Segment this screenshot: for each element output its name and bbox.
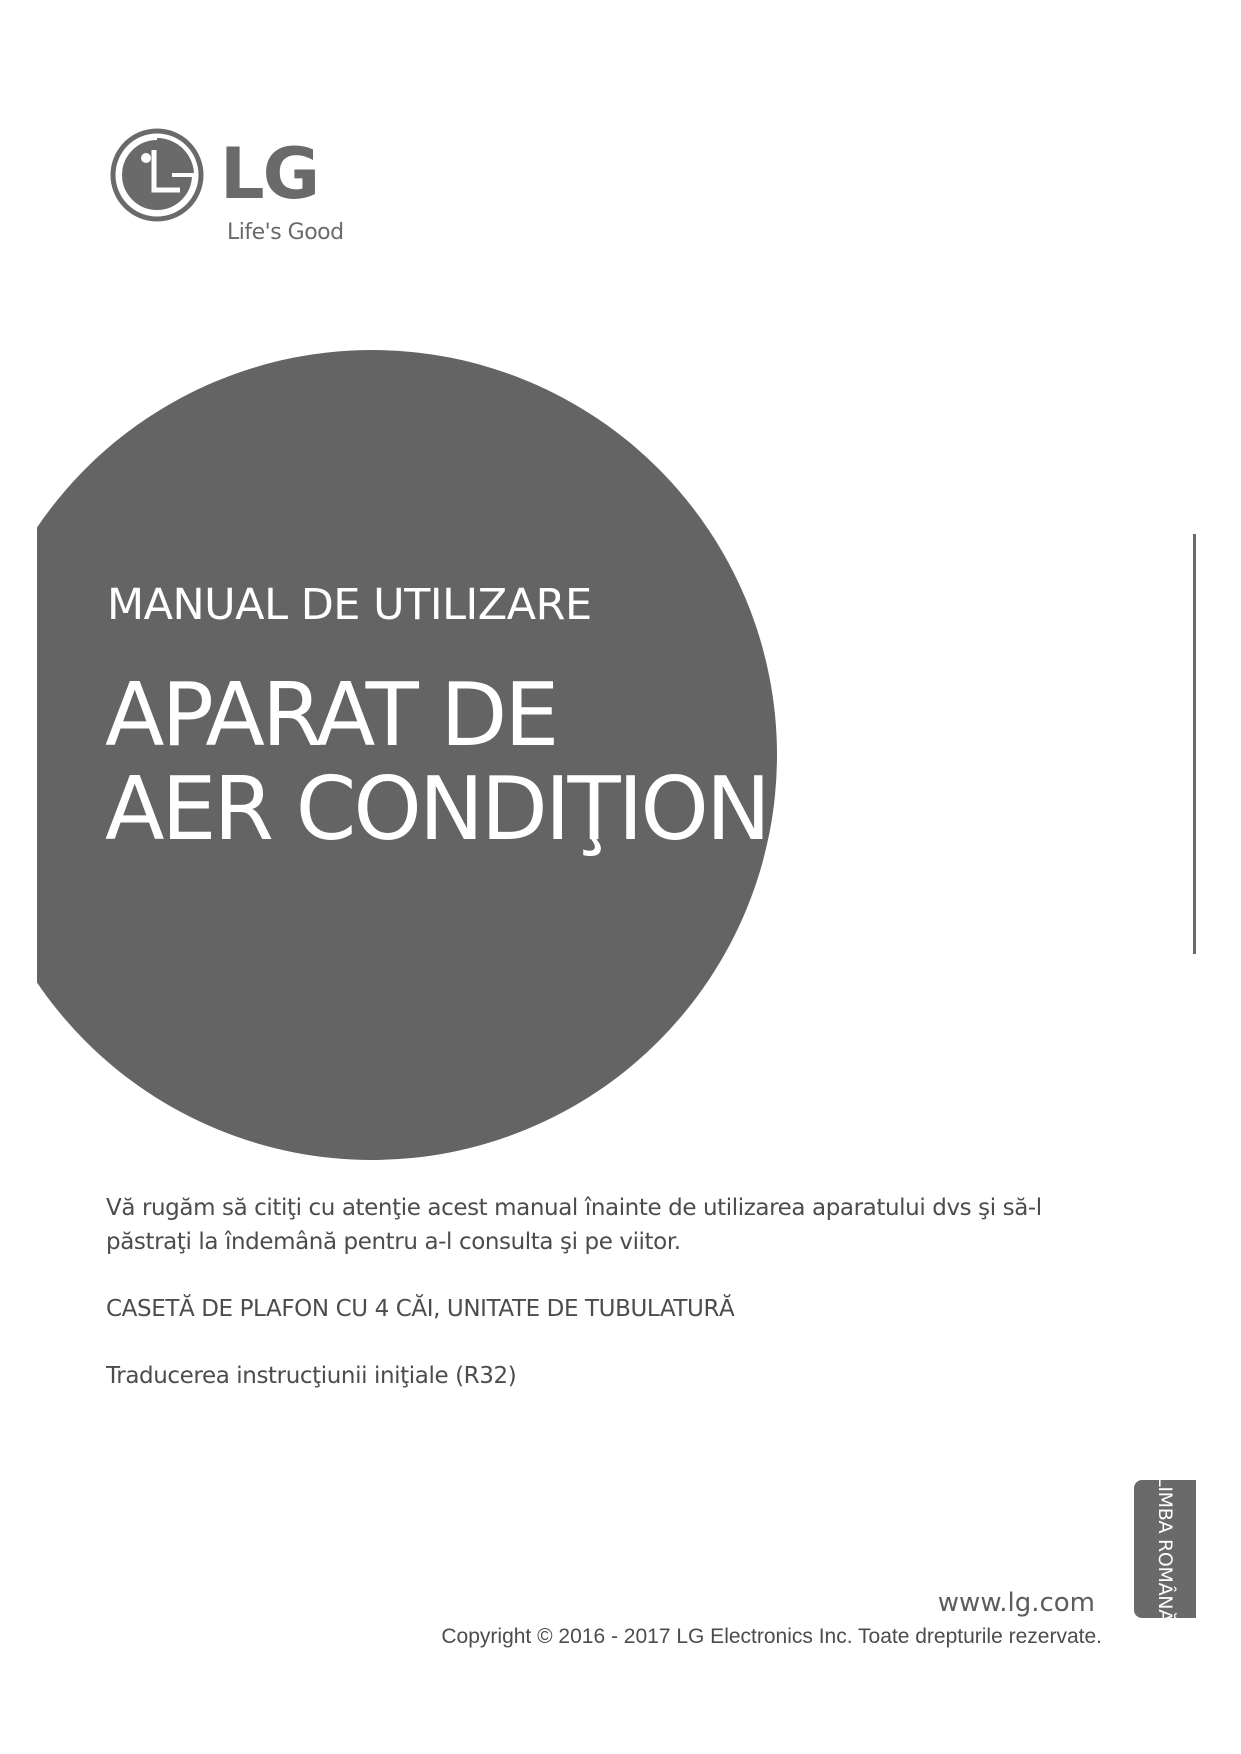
left-margin <box>0 0 37 1754</box>
lg-logo <box>110 128 370 258</box>
language-tab-label: LIMBA ROMÂNĂ <box>1154 1476 1176 1622</box>
product-title-line-1: APARAT DE <box>105 664 557 766</box>
lg-tagline: Life's Good <box>227 220 344 245</box>
translation-note: Traducerea instrucţiunii iniţiale (R32) <box>106 1363 517 1389</box>
model-description: CASETĂ DE PLAFON CU 4 CĂI, UNITATE DE TUBULATURĂ <box>106 1296 735 1322</box>
lg-face-icon <box>110 128 204 222</box>
product-title-line-2: AER CONDIŢIONAT <box>105 758 868 860</box>
language-tab <box>1134 1476 1196 1622</box>
page-edge-marker <box>1193 534 1196 954</box>
document-type-label: MANUAL DE UTILIZARE <box>107 580 592 630</box>
intro-paragraph: Vă rugăm să citiţi cu atenţie acest manual înainte de utilizarea aparatului dvs şi să-l păstraţi la îndemână pentru a-l consulta şi pe viitor. <box>106 1195 1042 1255</box>
lg-wordmark: LG <box>220 133 319 215</box>
website-link[interactable]: www.lg.com <box>937 1588 1095 1618</box>
product-title <box>105 664 868 860</box>
copyright-notice: Copyright © 2016 - 2017 LG Electronics Inc. Toate drepturile rezervate. <box>441 1625 1102 1648</box>
